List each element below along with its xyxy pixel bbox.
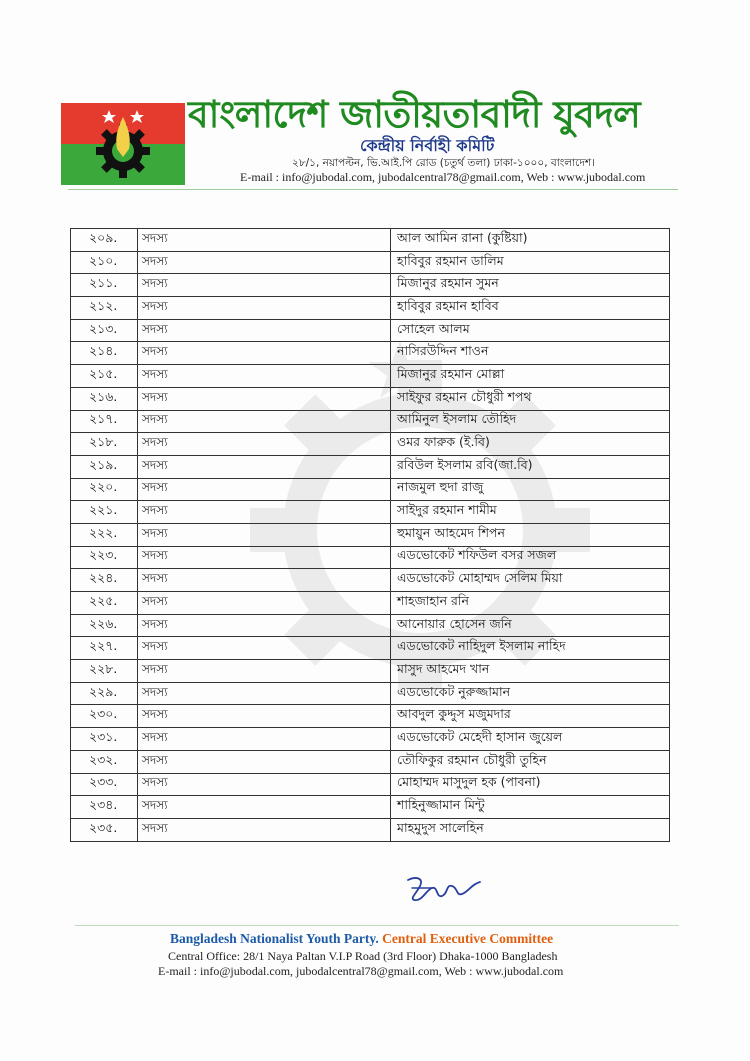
member-table bbox=[70, 228, 670, 842]
member-role: সদস্য bbox=[138, 433, 391, 456]
table-row bbox=[71, 251, 670, 274]
footer-committee: Central Executive Committee bbox=[382, 931, 554, 946]
member-role: সদস্য bbox=[138, 614, 391, 637]
table-row bbox=[71, 682, 670, 705]
signature bbox=[402, 868, 492, 908]
table-row bbox=[71, 387, 670, 410]
member-number: ২১১. bbox=[71, 274, 138, 297]
table-row bbox=[71, 501, 670, 524]
member-name: আবদুল কুদ্দুস মজুমদার bbox=[391, 705, 670, 728]
header-contact: E-mail : info@jubodal.com, jubodalcentral78@gmail.com, Web : www.jubodal.com bbox=[240, 170, 646, 184]
table-row bbox=[71, 229, 670, 252]
member-role: সদস্য bbox=[138, 229, 391, 252]
member-role: সদস্য bbox=[138, 455, 391, 478]
member-name: এডভোকেট নাহিদুল ইসলাম নাহিদ bbox=[391, 637, 670, 660]
member-role: সদস্য bbox=[138, 387, 391, 410]
member-number: ২২৪. bbox=[71, 569, 138, 592]
header-address: ২৮/১, নয়াপল্টন, ভি.আই.পি রোড (চতুর্থ তলা) ঢাকা-১০০০, বাংলাদেশ। bbox=[292, 157, 595, 169]
member-name: সাইদুর রহমান শামীম bbox=[391, 501, 670, 524]
member-number: ২২৯. bbox=[71, 682, 138, 705]
member-name: নাজমুল হুদা রাজু bbox=[391, 478, 670, 501]
member-name: হুমায়ুন আহমেদ শিপন bbox=[391, 523, 670, 546]
member-number: ২৩৫. bbox=[71, 818, 138, 841]
member-name: হাবিবুর রহমান হাবিব bbox=[391, 297, 670, 320]
member-name: সোহেল আলম bbox=[391, 319, 670, 342]
table-row bbox=[71, 750, 670, 773]
member-number: ২১৬. bbox=[71, 387, 138, 410]
table-row bbox=[71, 796, 670, 819]
table-row bbox=[71, 433, 670, 456]
member-number: ২৩০. bbox=[71, 705, 138, 728]
table-row bbox=[71, 818, 670, 841]
footer-office: Central Office: 28/1 Naya Paltan V.I.P Road (3rd Floor) Dhaka-1000 Bangladesh bbox=[168, 949, 558, 963]
member-number: ২৩৩. bbox=[71, 773, 138, 796]
member-role: সদস্য bbox=[138, 410, 391, 433]
member-name: আল আমিন রানা (কুষ্টিয়া) bbox=[391, 229, 670, 252]
member-number: ২১৯. bbox=[71, 455, 138, 478]
member-role: সদস্য bbox=[138, 750, 391, 773]
member-name: শাহিনুজ্জামান মিন্টু bbox=[391, 796, 670, 819]
member-name: আমিনুল ইসলাম তৌহিদ bbox=[391, 410, 670, 433]
member-number: ২১৪. bbox=[71, 342, 138, 365]
member-name: মাহমুদুস সালেহিন bbox=[391, 818, 670, 841]
member-number: ২২০. bbox=[71, 478, 138, 501]
table-row bbox=[71, 637, 670, 660]
table-row bbox=[71, 546, 670, 569]
jubodal-logo bbox=[61, 103, 185, 185]
member-name: আনোয়ার হোসেন জনি bbox=[391, 614, 670, 637]
member-number: ২২৫. bbox=[71, 592, 138, 615]
member-number: ২১৫. bbox=[71, 365, 138, 388]
member-number: ২৩২. bbox=[71, 750, 138, 773]
table-row bbox=[71, 705, 670, 728]
member-number: ২২১. bbox=[71, 501, 138, 524]
member-name: মিজানুর রহমান মোল্লা bbox=[391, 365, 670, 388]
table-row bbox=[71, 455, 670, 478]
member-name: তৌফিকুর রহমান চৌধুরী তুহিন bbox=[391, 750, 670, 773]
member-number: ২২৭. bbox=[71, 637, 138, 660]
footer-org-line bbox=[170, 930, 553, 947]
header-divider bbox=[68, 189, 678, 190]
member-role: সদস্য bbox=[138, 637, 391, 660]
member-name: এডভোকেট শফিউল বসর সজল bbox=[391, 546, 670, 569]
member-number: ২২২. bbox=[71, 523, 138, 546]
member-role: সদস্য bbox=[138, 297, 391, 320]
member-role: সদস্য bbox=[138, 682, 391, 705]
member-number: ২৩১. bbox=[71, 728, 138, 751]
member-role: সদস্য bbox=[138, 274, 391, 297]
table-row bbox=[71, 478, 670, 501]
member-number: ২২৮. bbox=[71, 660, 138, 683]
table-row bbox=[71, 410, 670, 433]
member-role: সদস্য bbox=[138, 728, 391, 751]
member-name: ওমর ফারুক (ই.বি) bbox=[391, 433, 670, 456]
table-row bbox=[71, 523, 670, 546]
footer-divider bbox=[75, 925, 679, 926]
table-row bbox=[71, 614, 670, 637]
member-number: ২১৮. bbox=[71, 433, 138, 456]
table-row bbox=[71, 319, 670, 342]
member-name: এডভোকেট মোহাম্মদ সেলিম মিয়া bbox=[391, 569, 670, 592]
member-number: ২১৩. bbox=[71, 319, 138, 342]
member-name: মাসুদ আহমেদ খান bbox=[391, 660, 670, 683]
member-role: সদস্য bbox=[138, 796, 391, 819]
member-number: ২১০. bbox=[71, 251, 138, 274]
table-row bbox=[71, 365, 670, 388]
member-name: রবিউল ইসলাম রবি(জা.বি) bbox=[391, 455, 670, 478]
member-role: সদস্য bbox=[138, 478, 391, 501]
member-role: সদস্য bbox=[138, 319, 391, 342]
member-role: সদস্য bbox=[138, 592, 391, 615]
table-row bbox=[71, 728, 670, 751]
table-row bbox=[71, 342, 670, 365]
member-name: এডভোকেট নুরুজ্জামান bbox=[391, 682, 670, 705]
table-row bbox=[71, 660, 670, 683]
footer-org-name: Bangladesh Nationalist Youth Party. bbox=[170, 931, 379, 946]
member-role: সদস্য bbox=[138, 705, 391, 728]
member-number: ২১৭. bbox=[71, 410, 138, 433]
member-role: সদস্য bbox=[138, 342, 391, 365]
committee-subtitle: কেন্দ্রীয় নির্বাহী কমিটি bbox=[360, 136, 495, 155]
member-name: সাইফুর রহমান চৌধুরী শপথ bbox=[391, 387, 670, 410]
member-role: সদস্য bbox=[138, 818, 391, 841]
member-role: সদস্য bbox=[138, 660, 391, 683]
member-name: এডভোকেট মেহেদী হাসান জুয়েল bbox=[391, 728, 670, 751]
member-name: নাসিরউদ্দিন শাওন bbox=[391, 342, 670, 365]
member-name: মিজানুর রহমান সুমন bbox=[391, 274, 670, 297]
table-row bbox=[71, 569, 670, 592]
member-name: হাবিবুর রহমান ডালিম bbox=[391, 251, 670, 274]
footer-contact: E-mail : info@jubodal.com, jubodalcentral78@gmail.com, Web : www.jubodal.com bbox=[158, 964, 564, 978]
member-number: ২৩৪. bbox=[71, 796, 138, 819]
member-role: সদস্য bbox=[138, 569, 391, 592]
member-role: সদস্য bbox=[138, 773, 391, 796]
table-row bbox=[71, 592, 670, 615]
member-number: ২২৩. bbox=[71, 546, 138, 569]
member-number: ২০৯. bbox=[71, 229, 138, 252]
member-name: শাহজাহান রনি bbox=[391, 592, 670, 615]
member-role: সদস্য bbox=[138, 251, 391, 274]
member-role: সদস্য bbox=[138, 501, 391, 524]
member-role: সদস্য bbox=[138, 523, 391, 546]
table-row bbox=[71, 274, 670, 297]
member-number: ২২৬. bbox=[71, 614, 138, 637]
page-title: বাংলাদেশ জাতীয়তাবাদী যুবদল bbox=[188, 93, 641, 136]
table-row bbox=[71, 297, 670, 320]
member-role: সদস্য bbox=[138, 365, 391, 388]
member-number: ২১২. bbox=[71, 297, 138, 320]
member-name: মোহাম্মদ মাসুদুল হক (পাবনা) bbox=[391, 773, 670, 796]
table-row bbox=[71, 773, 670, 796]
member-role: সদস্য bbox=[138, 546, 391, 569]
